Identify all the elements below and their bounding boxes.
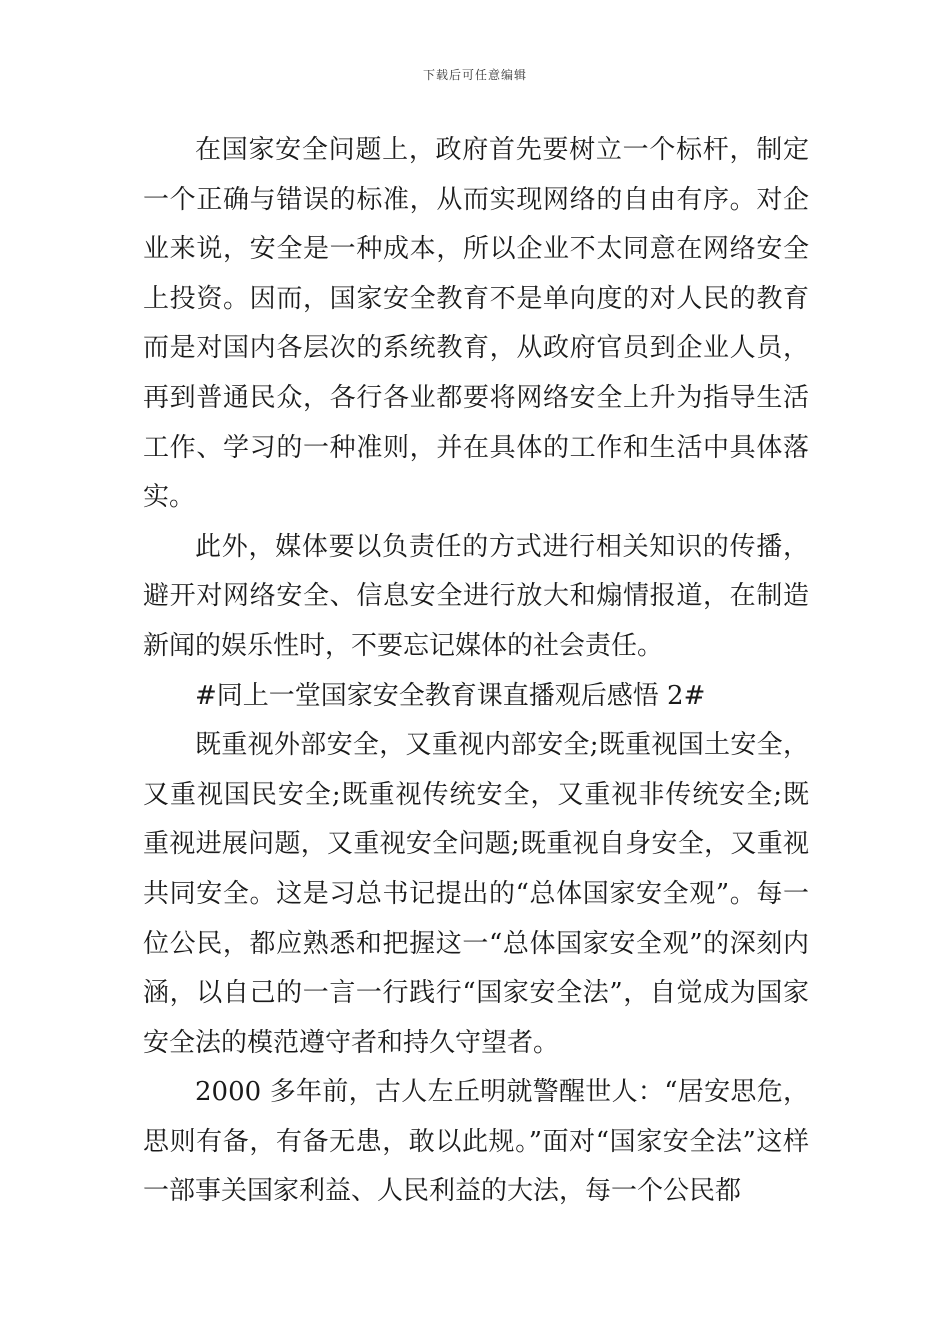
page-header-note: 下载后可任意编辑 <box>422 68 527 82</box>
paragraph-2: 此外，媒体要以负责任的方式进行相关知识的传播，避开对网络安全、信息安全进行放大和煽情报道，在制造新闻的娱乐性时，不要忘记媒体的社会责任。 <box>143 531 809 661</box>
paragraph-4: 2000 多年前，古人左丘明就警醒世人：“居安思危，思则有备，有备无患，敢以此规。”面对“国家安全法”这样一部事关国家利益、人民利益的大法，每一个公民都 <box>143 1077 809 1207</box>
paragraph-3: 既重视外部安全，又重视内部安全;既重视国土安全，又重视国民安全;既重视传统安全，又重视非传统安全;既重视进展问题，又重视安全问题;既重视自身安全，又重视共同安全。这是习总书记提出的“总体国家安全观”。每一位公民，都应熟悉和把握这一“总体国家安全观”的深刻内涵，以自己的一言一行践行“国家安全法”，自觉成为国家安全法的模范遵守者和持久守望者。 <box>143 730 809 1058</box>
document-body <box>143 126 809 1217</box>
section-heading: #同上一堂国家安全教育课直播观后感悟 2# <box>195 680 706 711</box>
paragraph-1: 在国家安全问题上，政府首先要树立一个标杆，制定一个正确与错误的标准，从而实现网络的自由有序。对企业来说，安全是一种成本，所以企业不太同意在网络安全上投资。因而，国家安全教育不是单向度的对人民的教育而是对国内各层次的系统教育，从政府官员到企业人员，再到普通民众，各行各业都要将网络安全上升为指导生活工作、学习的一种准则，并在具体的工作和生活中具体落实。 <box>143 135 809 513</box>
